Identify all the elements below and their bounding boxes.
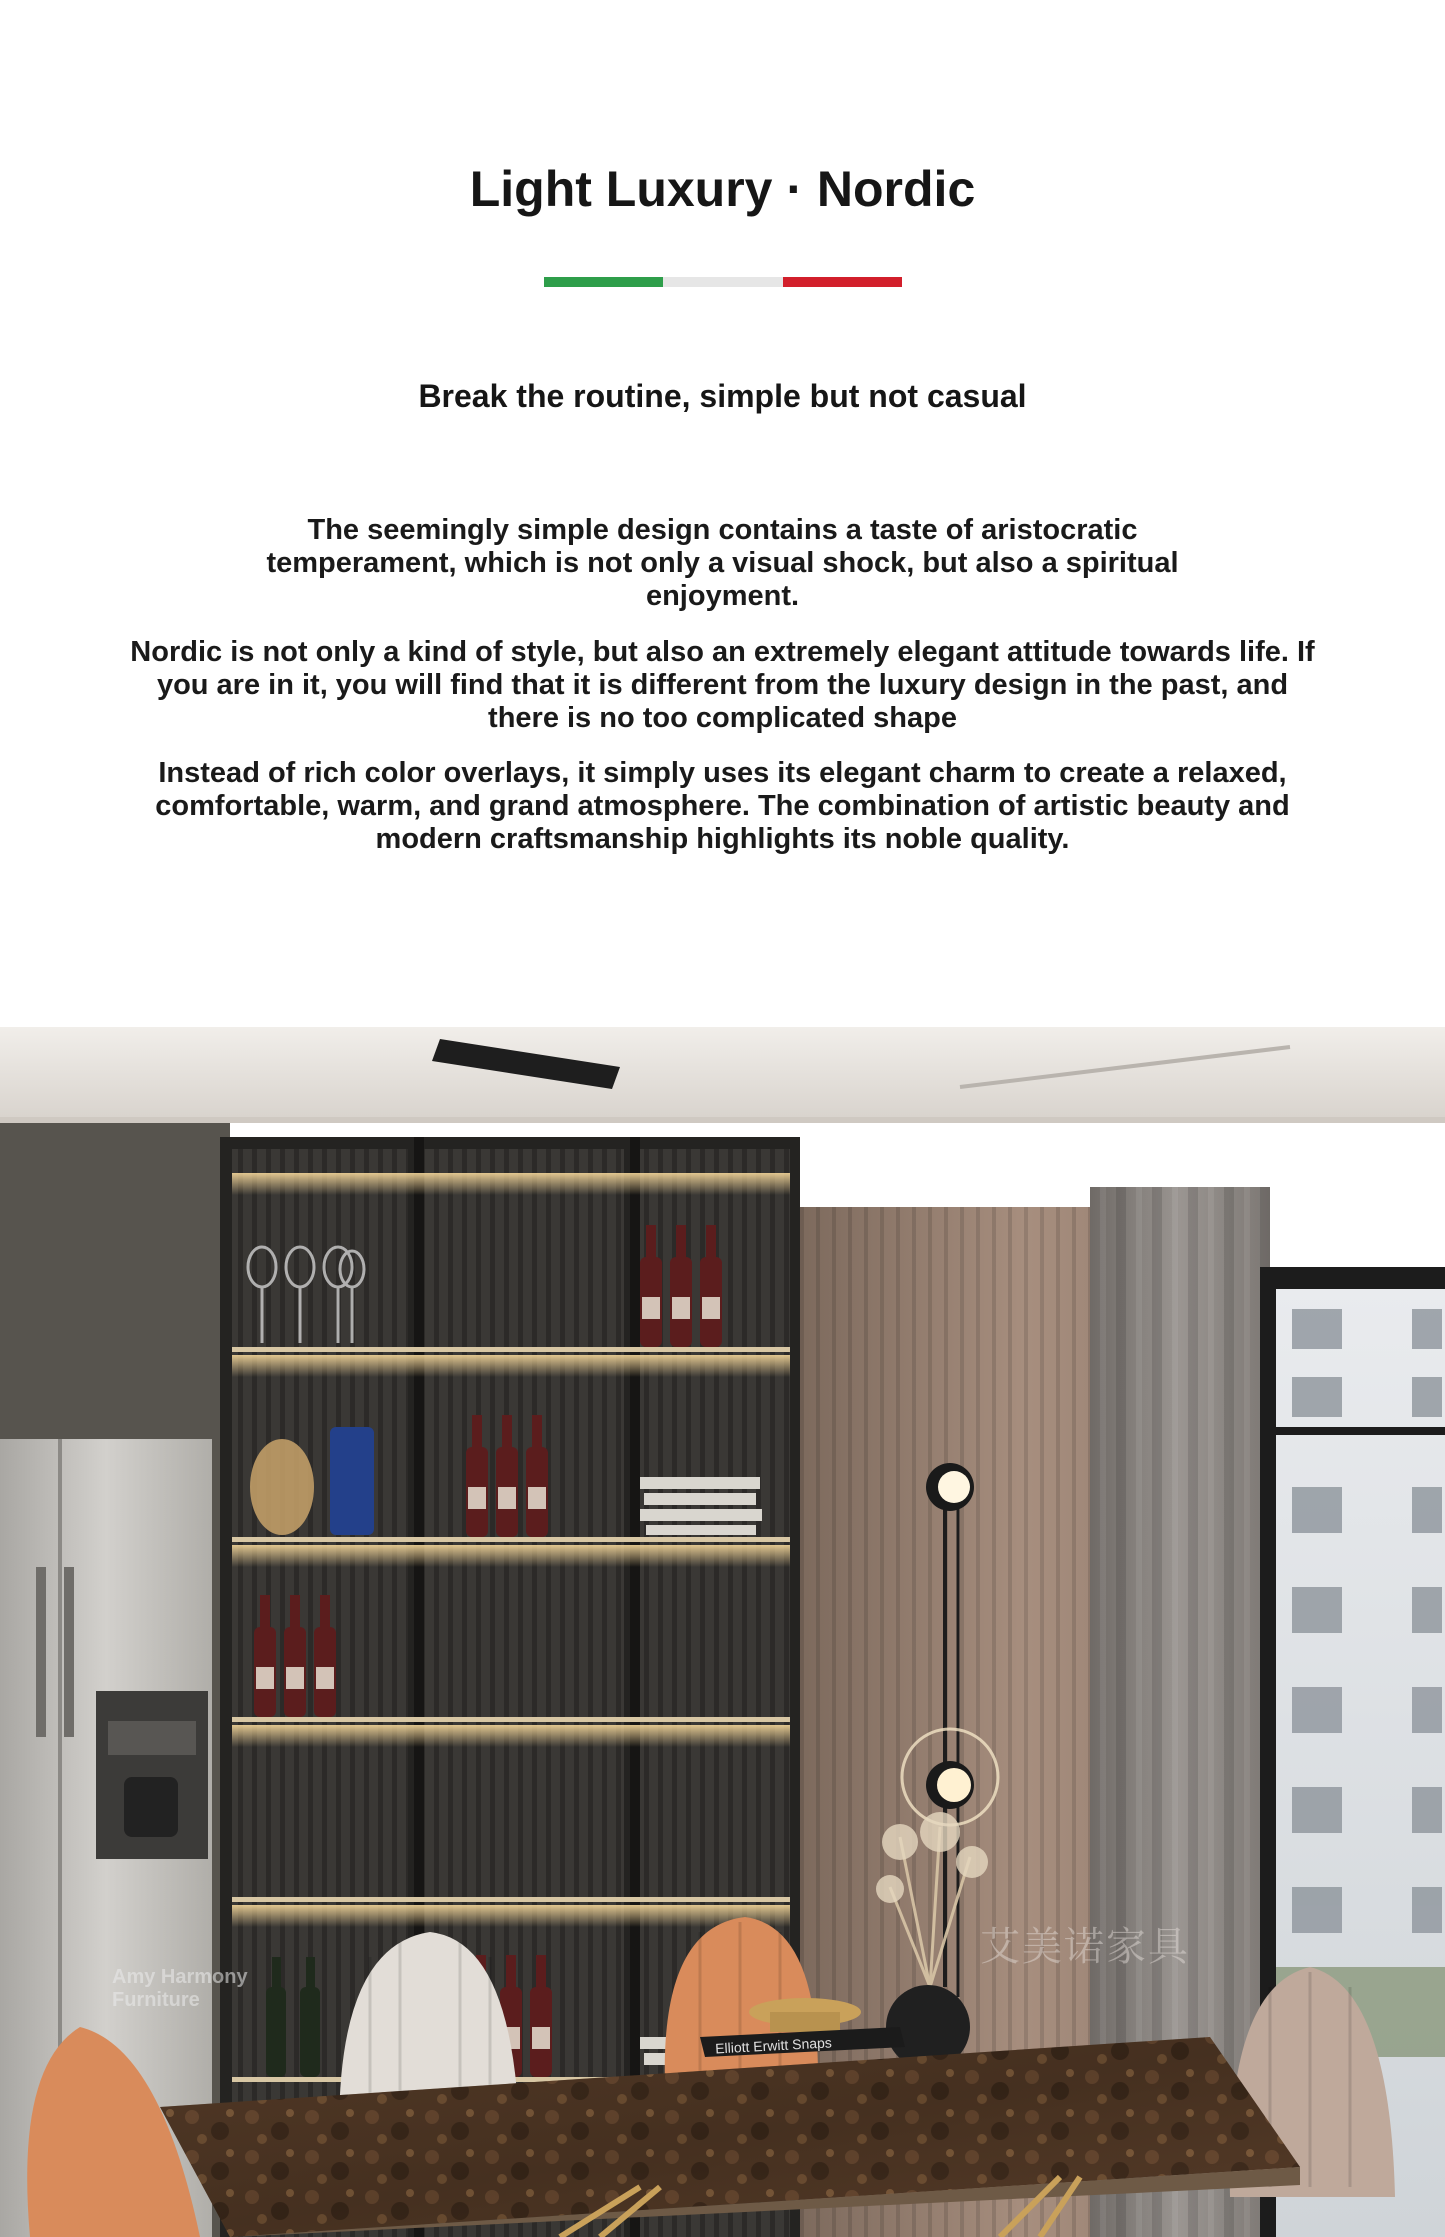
description-paragraph: Nordic is not only a kind of style, but also an extremely elegant attitude towards life. If you are in it, you will find that it is different from the luxury design in the past, and there is no too complicated shape	[130, 636, 1315, 734]
description-paragraph: The seemingly simple design contains a taste of aristocratic temperament, which is not only a visual shock, but also a spiritual enjoyment.	[266, 514, 1179, 612]
dining-room-photo	[0, 1027, 1445, 2237]
dining-room-illustration	[0, 1027, 1445, 2237]
flag-white-stripe	[663, 277, 782, 287]
watermark-chinese: 艾美诺家具	[980, 1924, 1190, 1970]
description-paragraph: Instead of rich color overlays, it simply uses its elegant charm to create a relaxed, comfortable, warm, and grand atmosphere. The combination of artistic beauty and modern craftsmanship highlights its noble quality.	[155, 757, 1290, 855]
intro-section	[0, 0, 1445, 1027]
flag-red-stripe	[783, 277, 902, 287]
watermark-english	[112, 1966, 248, 2012]
watermark-line: Amy Harmony	[112, 1966, 248, 1988]
flag-green-stripe	[544, 277, 663, 287]
book-label: Elliott Erwitt Snaps	[714, 2034, 833, 2057]
italian-flag-divider	[544, 277, 902, 287]
ceiling	[0, 1027, 1445, 1117]
watermark-line: Furniture	[112, 1989, 200, 2011]
page-subtitle: Break the routine, simple but not casual	[418, 378, 1027, 414]
page-title: Light Luxury · Nordic	[469, 161, 976, 217]
